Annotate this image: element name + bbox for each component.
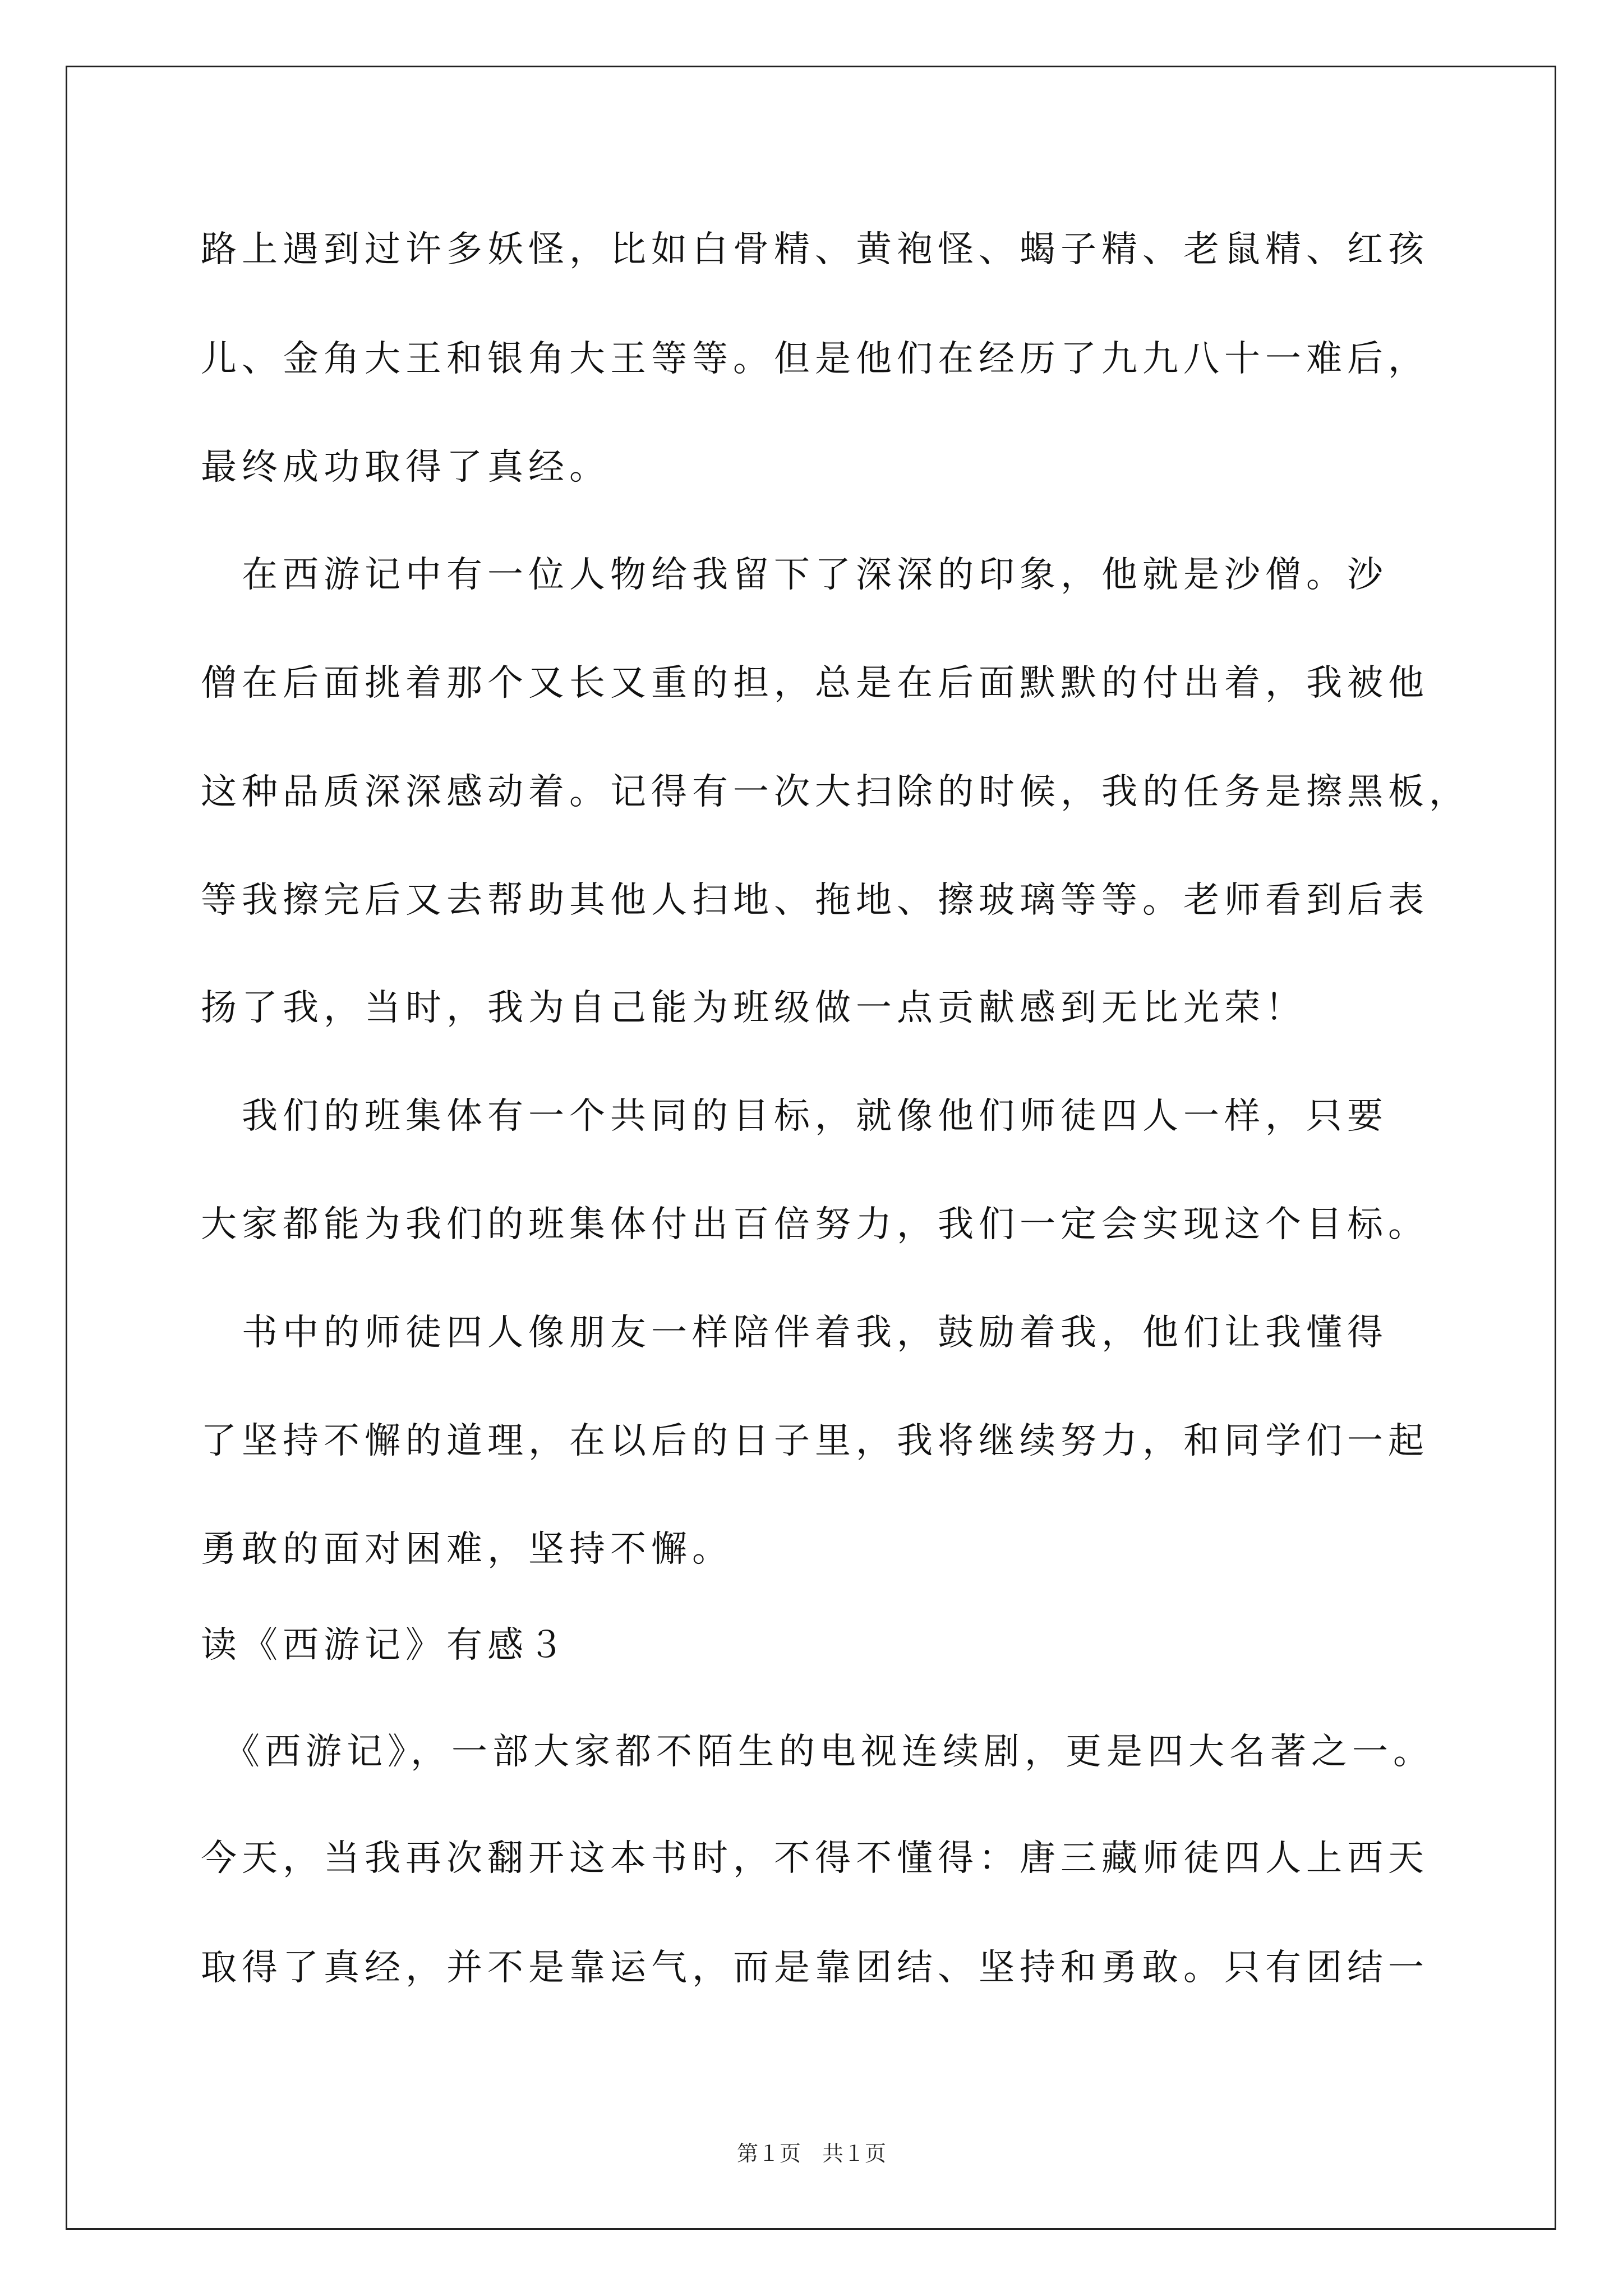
- text-line: 我们的班集体有一个共同的目标，就像他们师徒四人一样，只要: [201, 1096, 1388, 1137]
- text-line: 今天，当我再次翻开这本书时，不得不懂得：唐三藏师徒四人上西天: [201, 1838, 1429, 1879]
- text-line: 僧在后面挑着那个又长又重的担，总是在后面默默的付出着，我被他: [201, 662, 1429, 704]
- text-line: 勇敢的面对困难，坚持不懈。: [201, 1529, 733, 1570]
- text-line: 《西游记》，一部大家都不陌生的电视连续剧，更是四大名著之一。: [201, 1731, 1434, 1773]
- page-frame: [66, 66, 1556, 2230]
- text-line: 了坚持不懈的道理，在以后的日子里，我将继续努力，和同学们一起: [201, 1420, 1429, 1462]
- text-line: 大家都能为我们的班集体付出百倍努力，我们一定会实现这个目标。: [201, 1204, 1429, 1245]
- page-number: 第１页 共１页: [736, 2142, 886, 2166]
- text-line: 书中的师徒四人像朋友一样陪伴着我，鼓励着我，他们让我懂得: [201, 1312, 1388, 1354]
- text-line: 等我擦完后又去帮助其他人扫地、拖地、擦玻璃等等。老师看到后表: [201, 880, 1429, 921]
- text-line: 这种品质深深感动着。记得有一次大扫除的时候，我的任务是擦黑板，: [201, 771, 1470, 813]
- section-heading: 读《西游记》有感３: [201, 1625, 569, 1666]
- text-line: 儿、金角大王和银角大王等等。但是他们在经历了九九八十一难后，: [201, 338, 1429, 380]
- text-line: 取得了真经，并不是靠运气，而是靠团结、坚持和勇敢。只有团结一: [201, 1947, 1429, 1989]
- text-line: 扬了我，当时，我为自己能为班级做一点贡献感到无比光荣！: [201, 987, 1306, 1029]
- text-line: 路上遇到过许多妖怪，比如白骨精、黄袍怪、蝎子精、老鼠精、红孩: [201, 229, 1429, 270]
- text-line: 最终成功取得了真经。: [201, 447, 610, 488]
- text-line: 在西游记中有一位人物给我留下了深深的印象，他就是沙僧。沙: [201, 554, 1388, 596]
